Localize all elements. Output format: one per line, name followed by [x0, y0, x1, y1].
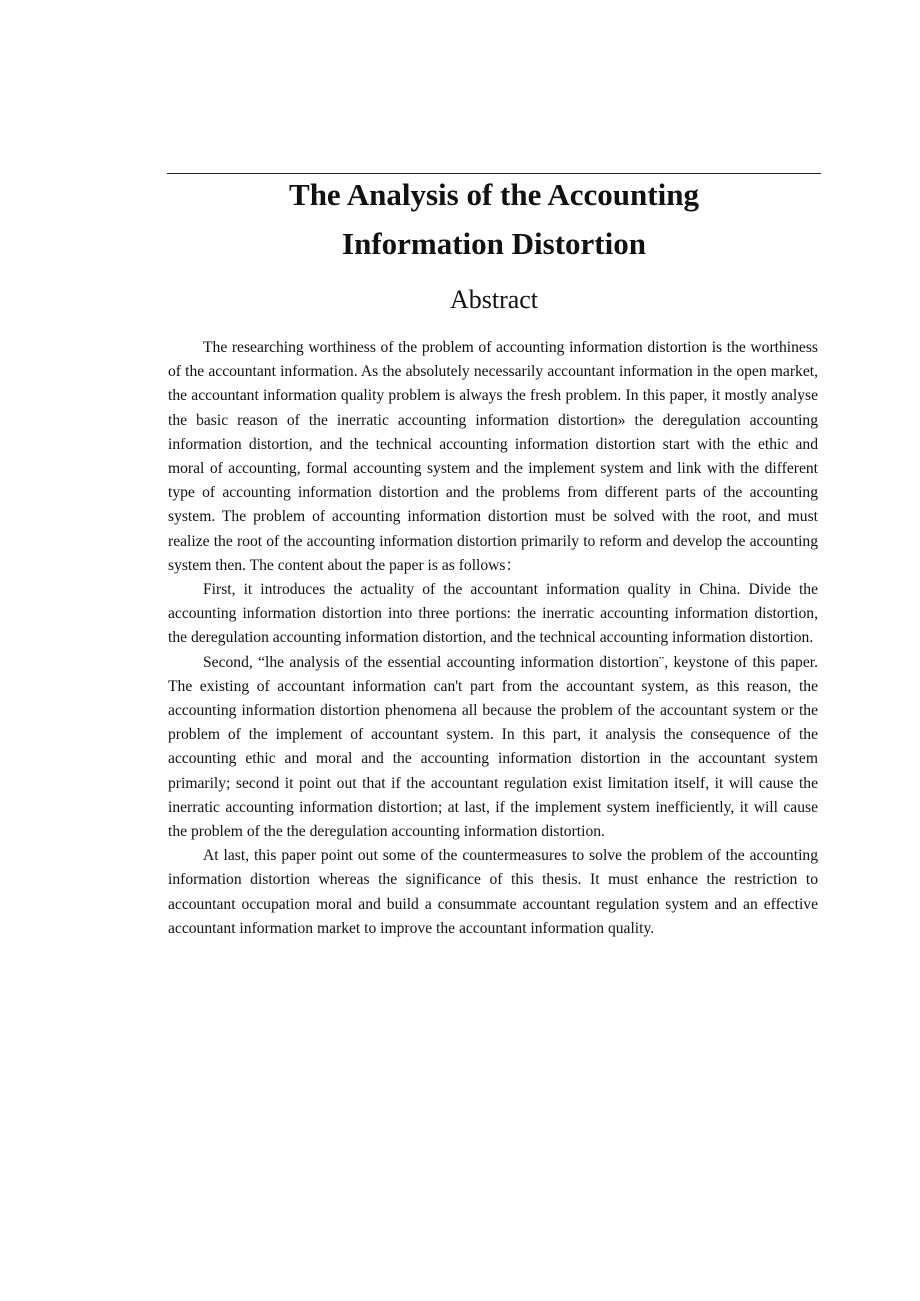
title-line-1: The Analysis of the Accounting: [289, 177, 699, 212]
abstract-heading: Abstract: [449, 285, 539, 314]
abstract-paragraph-4: At last, this paper point out some of the countermeasures to solve the problem of the accounting information distortion whereas the significance of this thesis. It must enhance the restriction to accountant occupation moral and build a consummate accountant regulation system and an effective accountant information market to improve the accountant information quality.: [168, 847, 818, 937]
abstract-paragraph-3: Second, “lhe analysis of the essential accounting information distortion¨, keystone of this paper. The existing of accountant information can't part from the accountant system, as this reason, the accounting information distortion phenomena all because the problem of the accountant system or the problem of the implement of accountant system. In this part, it analysis the consequence of the accounting ethic and moral and the accounting information distortion in the accountant system primarily; second it point out that if the accountant regulation exist limitation itself, it will cause the inerratic accounting information distortion; at last, if the implement system inefficiently, it will cause the problem of the the deregulation accounting information distortion.: [168, 653, 818, 841]
abstract-paragraph-1: The researching worthiness of the problem of accounting information distortion is the worthiness of the accountant information. As the absolutely necessarily accountant information in the open market, the accountant information quality problem is always the fresh problem. In this paper, it mostly analyse the basic reason of the inerratic accounting information distortion» the deregulation accounting information distortion, and the technical accounting information distortion start with the ethic and moral of accounting, formal accounting system and the implement system and link with the different type of accounting information distortion and the problems from different parts of the accounting system. The problem of accounting information distortion must be solved with the root, and must realize the root of the accounting information distortion primarily to reform and develop the accounting system then. The content about the paper is as follows：: [168, 339, 818, 574]
abstract-body: [168, 336, 818, 941]
title-line-2: Information Distortion: [342, 226, 646, 261]
abstract-paragraph-2: First, it introduces the actuality of the accountant information quality in China. Divide the accounting information distortion into three portions: the inerratic accounting information distortion, the deregulation accounting information distortion, and the technical accounting information distortion.: [168, 581, 818, 647]
paper-title: [167, 170, 821, 268]
